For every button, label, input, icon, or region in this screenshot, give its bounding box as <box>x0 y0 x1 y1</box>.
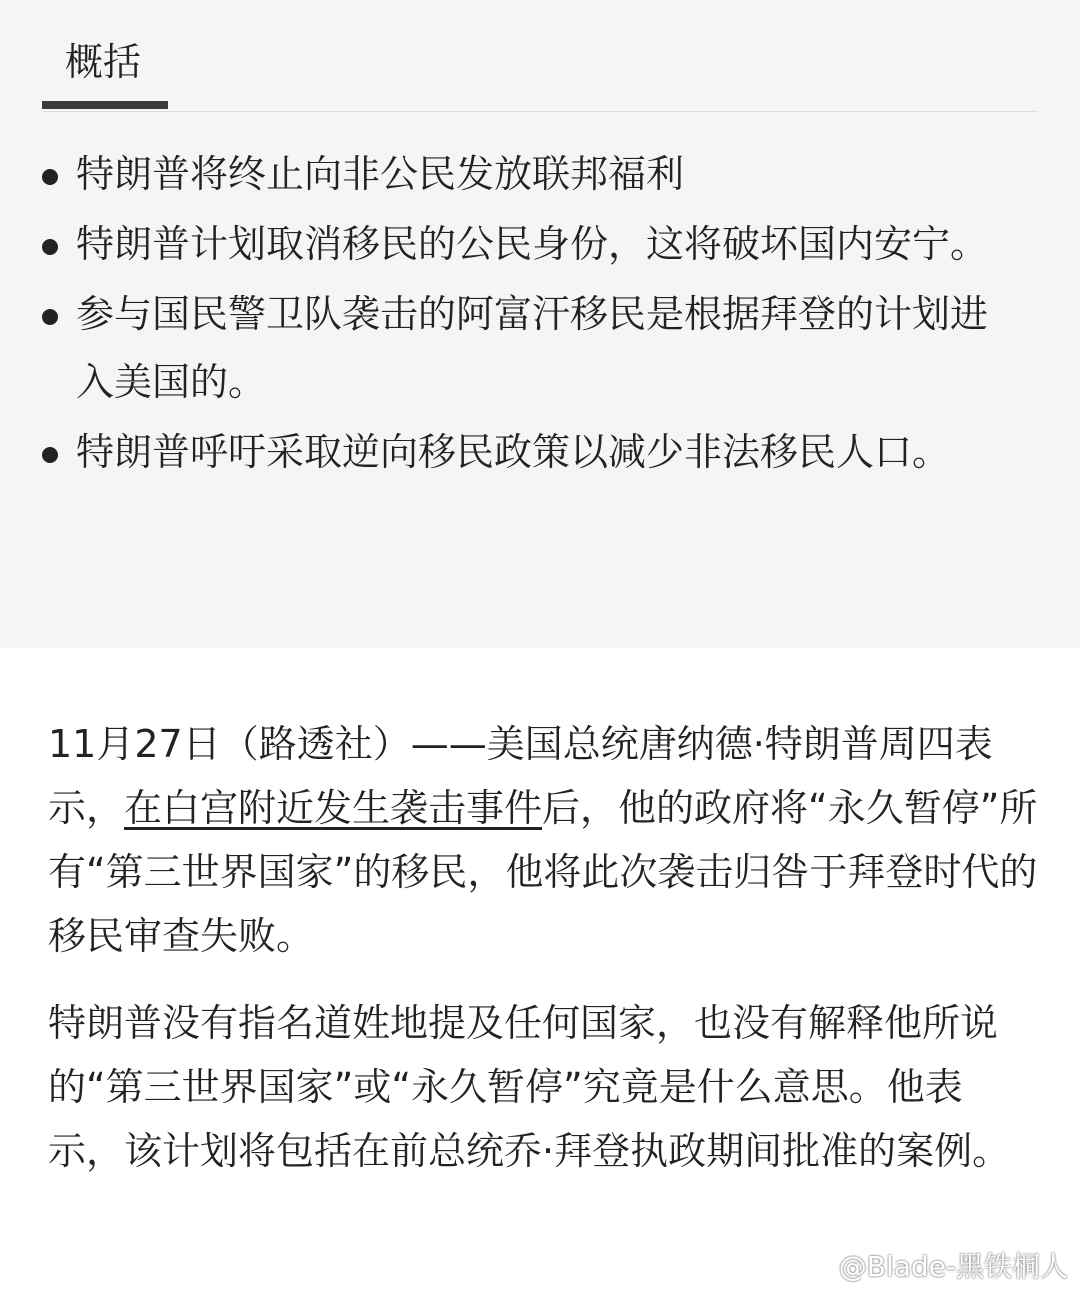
summary-bullet-text: 参与国民警卫队袭击的阿富汗移民是根据拜登的计划进入美国的。 <box>76 292 989 404</box>
summary-bullet <box>0 418 1006 486</box>
tab-active-indicator <box>42 101 168 109</box>
paragraph-text: 后，他的政府将“永久暂停”所有“第三世界国家”的移民，他将此次袭击归咎于拜登时代的移民审查失败。 <box>48 786 1038 958</box>
article-body <box>48 712 1038 1206</box>
article-paragraph <box>48 712 1038 968</box>
tab-summary[interactable]: 概括 <box>65 40 142 84</box>
attack-news-link[interactable]: 在白宫附近发生袭击事件 <box>124 786 543 830</box>
summary-bullet <box>0 280 1006 416</box>
summary-bullet-list <box>0 140 1080 488</box>
weibo-icon <box>799 1253 833 1281</box>
bullet-dot-icon <box>42 169 58 185</box>
summary-bullet <box>0 140 1006 208</box>
article-paragraph <box>48 991 1038 1183</box>
paragraph-text: 特朗普没有指名道姓地提及任何国家，也没有解释他所说的“第三世界国家”或“永久暂停”究竟是什么意思。他表示，该计划将包括在前总统乔·拜登执政期间批准的案例。 <box>48 1001 1011 1173</box>
summary-bullet-text: 特朗普计划取消移民的公民身份，这将破坏国内安宁。 <box>76 222 989 266</box>
paragraph-text: 11月27日（路透社）——美国总统唐纳德·特朗普周四表示， <box>48 722 993 830</box>
bullet-dot-icon <box>42 239 58 255</box>
bullet-dot-icon <box>42 447 58 463</box>
summary-bullet <box>0 210 1006 278</box>
watermark <box>799 1249 1068 1285</box>
summary-bullet-text: 特朗普将终止向非公民发放联邦福利 <box>76 152 685 196</box>
summary-tab-bar <box>42 0 1038 112</box>
summary-bullet-text: 特朗普呼吁采取逆向移民政策以减少非法移民人口。 <box>76 430 951 474</box>
bullet-dot-icon <box>42 309 58 325</box>
watermark-text: @Blade-黑铁桐人 <box>838 1250 1068 1283</box>
